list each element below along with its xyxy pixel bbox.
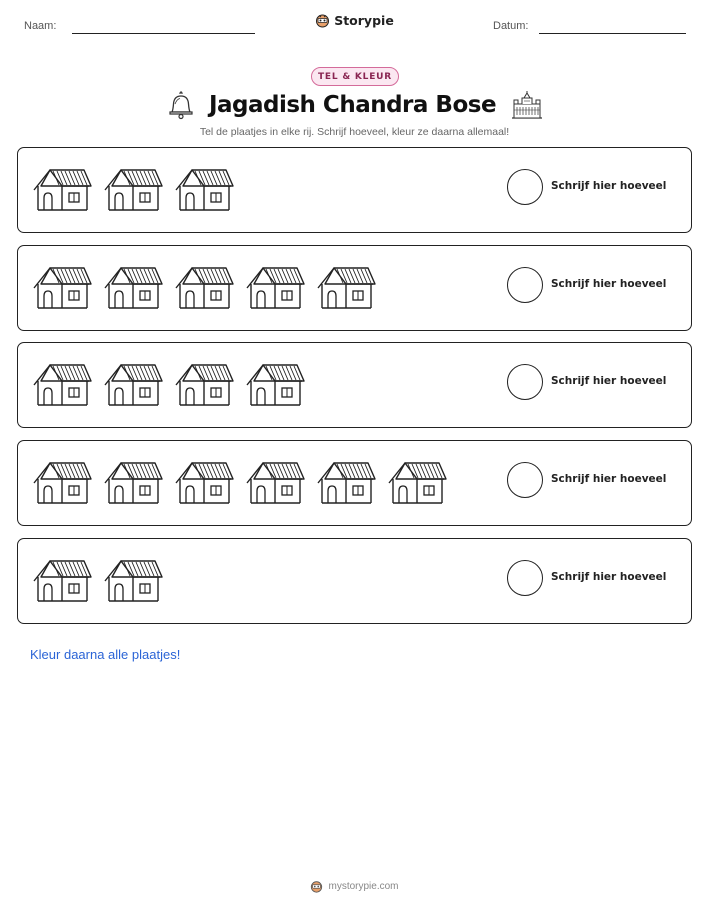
house-icon (245, 459, 305, 505)
answer-label: Schrijf hier hoeveel (551, 375, 667, 387)
answer-circle[interactable] (507, 169, 543, 205)
answer-label: Schrijf hier hoeveel (551, 473, 667, 485)
house-icon (103, 264, 163, 310)
house-icon (32, 264, 92, 310)
house-icon (32, 557, 92, 603)
date-label: Datum: (493, 20, 529, 32)
name-field[interactable] (72, 33, 255, 34)
count-row (17, 538, 692, 624)
count-row (17, 440, 692, 526)
house-icon (103, 166, 163, 212)
house-group (32, 557, 163, 603)
footer-site (0, 880, 709, 893)
house-icon (103, 459, 163, 505)
count-row (17, 342, 692, 428)
instructions: Tel de plaatjes in elke rij. Schrijf hoeveel, kleur ze daarna allemaal! (199, 126, 510, 138)
house-group (32, 264, 376, 310)
name-label: Naam: (24, 20, 57, 32)
house-icon (32, 166, 92, 212)
color-instruction: Kleur daarna alle plaatjes! (30, 647, 181, 662)
house-icon (32, 459, 92, 505)
date-field[interactable] (539, 33, 686, 34)
house-icon (174, 166, 234, 212)
house-icon (387, 459, 447, 505)
answer-circle[interactable] (507, 560, 543, 596)
house-icon (174, 459, 234, 505)
house-icon (245, 264, 305, 310)
house-icon (103, 557, 163, 603)
answer-label: Schrijf hier hoeveel (551, 571, 667, 583)
house-group (32, 459, 447, 505)
page-title: Jagadish Chandra Bose (208, 92, 497, 118)
answer-label: Schrijf hier hoeveel (551, 180, 667, 192)
house-icon (174, 264, 234, 310)
title-row (0, 90, 709, 120)
answer-label: Schrijf hier hoeveel (551, 278, 667, 290)
bell-icon (165, 90, 195, 120)
count-row (17, 245, 692, 331)
storypie-mascot-icon (310, 880, 323, 893)
brand-logo (0, 13, 709, 28)
house-icon (316, 459, 376, 505)
house-icon (174, 361, 234, 407)
house-icon (32, 361, 92, 407)
answer-circle[interactable] (507, 462, 543, 498)
house-group (32, 361, 305, 407)
house-icon (316, 264, 376, 310)
storypie-mascot-icon (315, 13, 330, 28)
site-url: mystorypie.com (328, 881, 399, 892)
house-group (32, 166, 234, 212)
house-icon (103, 361, 163, 407)
category-badge: TEL & KLEUR (311, 67, 399, 86)
building-icon (510, 90, 544, 120)
brand-name: Storypie (334, 13, 394, 28)
house-icon (245, 361, 305, 407)
answer-circle[interactable] (507, 364, 543, 400)
answer-circle[interactable] (507, 267, 543, 303)
count-row (17, 147, 692, 233)
